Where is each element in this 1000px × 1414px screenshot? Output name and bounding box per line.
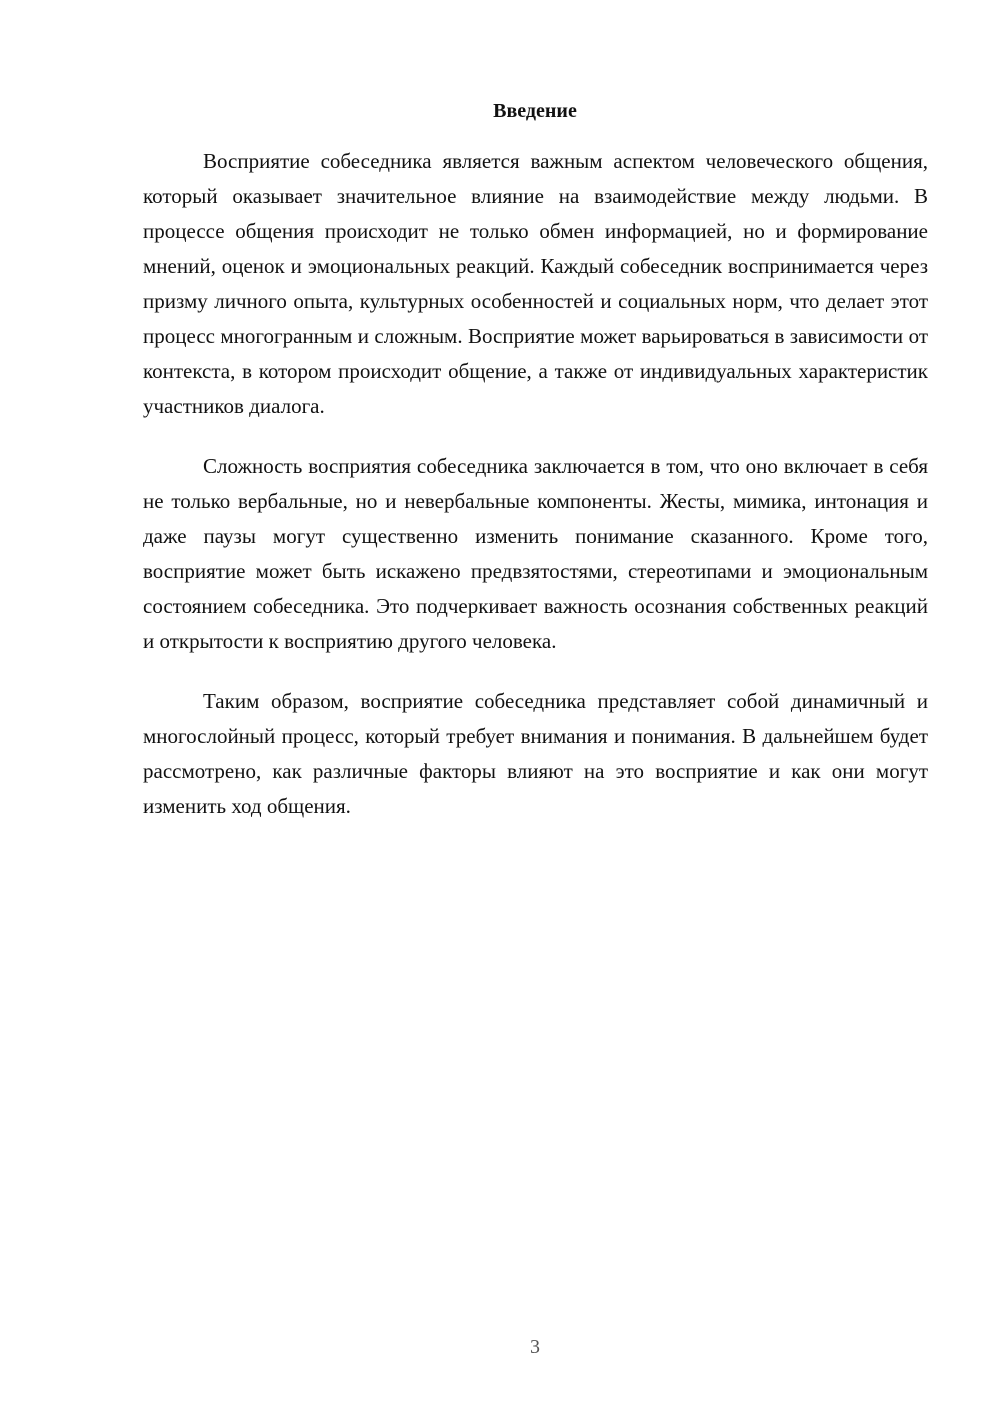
- paragraph-1: Восприятие собеседника является важным аспектом человеческого общения, который оказывает значительное влияние на взаимодействие между людьми. В процессе общения происходит не только обмен информацией, но и формирование мнений, оценок и эмоциональных реакций. Каждый собеседник воспринимается через призму личного опыта, культурных особенностей и социальных норм, что делает этот процесс многогранным и сложным. Восприятие может варьироваться в зависимости от контекста, в котором происходит общение, а также от индивидуальных характеристик участников диалога.: [143, 149, 928, 418]
- section-title: Введение: [493, 100, 577, 122]
- body-text: [143, 144, 928, 849]
- paragraph-3: Таким образом, восприятие собеседника представляет собой динамичный и многослойный процесс, который требует внимания и понимания. В дальнейшем будет рассмотрено, как различные факторы влияют на это восприятие и как они могут изменить ход общения.: [143, 689, 928, 818]
- page-number: 3: [530, 1336, 540, 1358]
- paragraph-2: Сложность восприятия собеседника заключается в том, что оно включает в себя не только вербальные, но и невербальные компоненты. Жесты, мимика, интонация и даже паузы могут существенно изменить понимание сказанного. Кроме того, восприятие может быть искажено предвзятостями, стереотипами и эмоциональным состоянием собеседника. Это подчеркивает важность осознания собственных реакций и открытости к восприятию другого человека.: [143, 454, 928, 653]
